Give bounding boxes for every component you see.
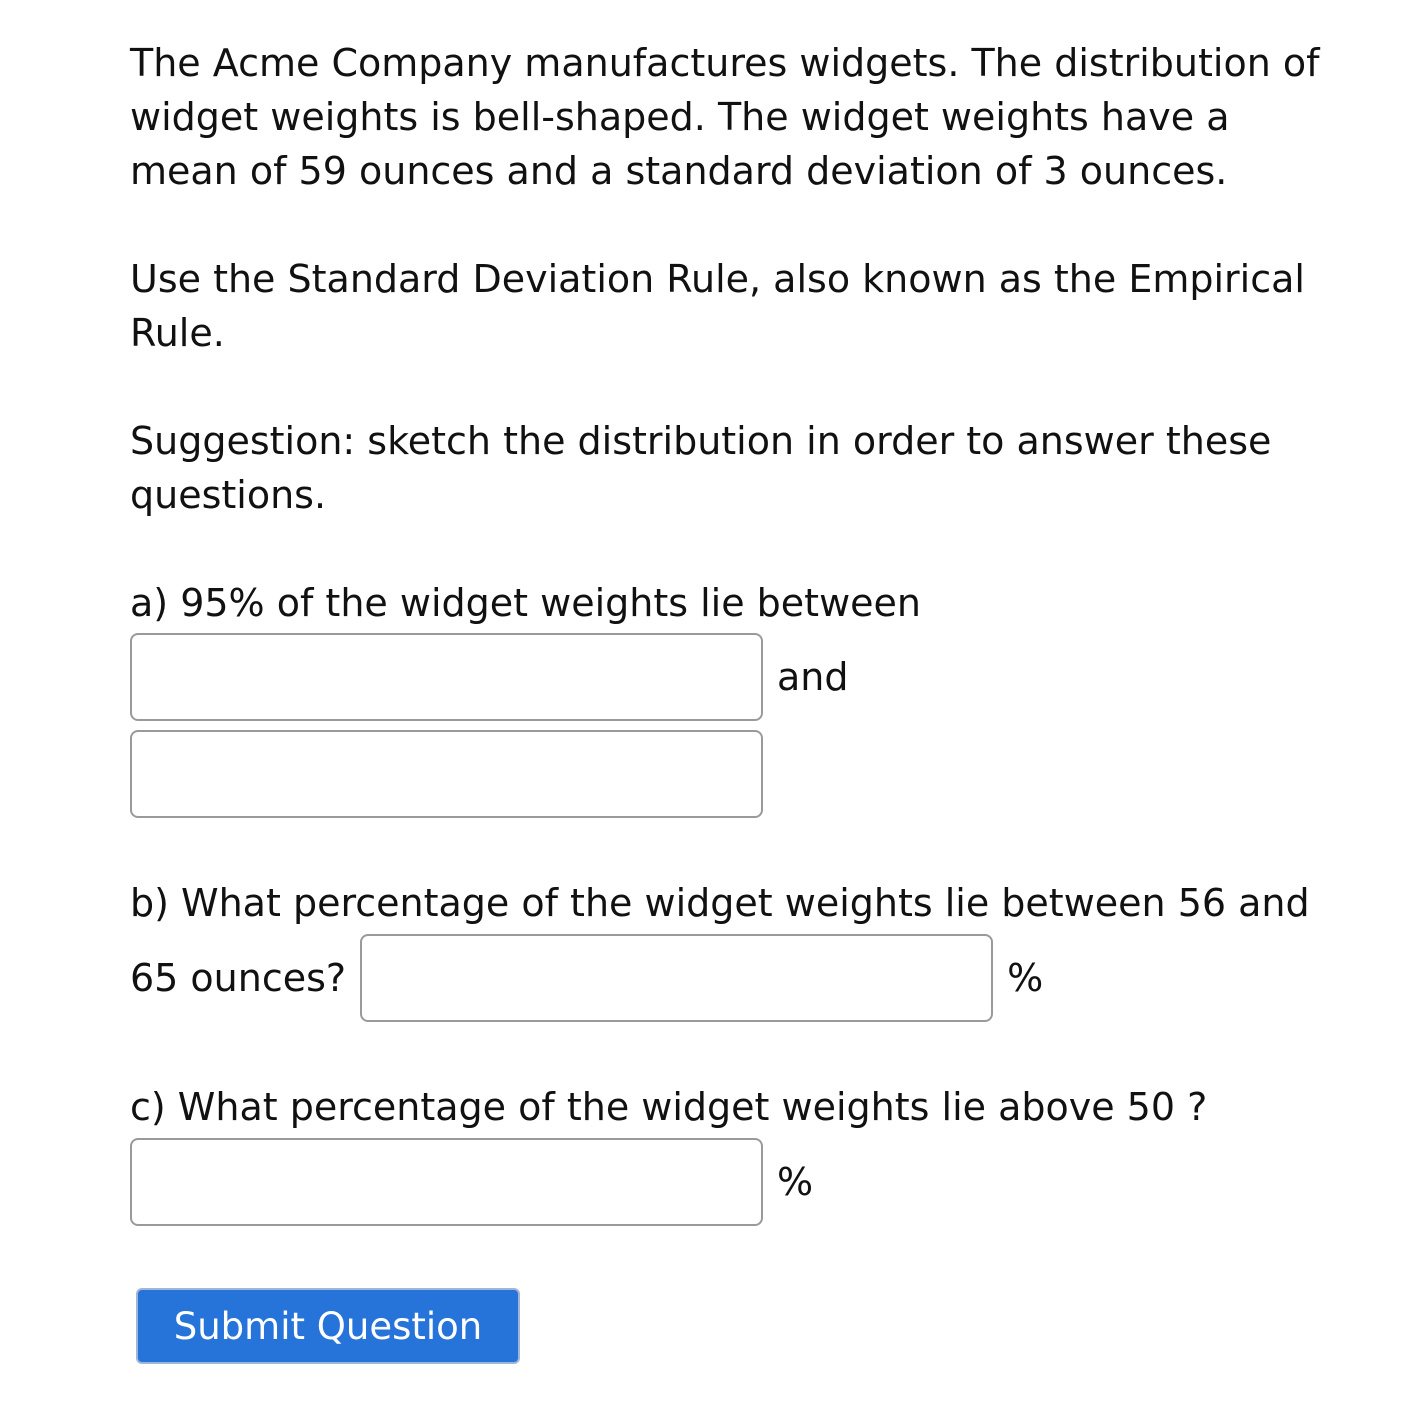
part-a-lower-input[interactable] — [130, 633, 763, 721]
part-b-row — [130, 934, 1043, 1022]
part-b-percent-sign: % — [1007, 956, 1044, 1000]
part-c-prompt: c) What percentage of the widget weights lie above 50 ? — [130, 1085, 1208, 1129]
part-a-row-1 — [130, 633, 849, 721]
part-b-percent-input[interactable] — [360, 934, 993, 1022]
part-a-upper-input[interactable] — [130, 730, 763, 818]
submit-question-button[interactable]: Submit Question — [136, 1288, 520, 1364]
part-b-prompt-cont: 65 ounces? — [130, 956, 347, 1000]
rule-paragraph: Use the Standard Deviation Rule, also known as the Empirical Rule. — [130, 257, 1305, 355]
part-a-and-label: and — [777, 655, 849, 699]
intro-paragraph: The Acme Company manufactures widgets. The distribution of widget weights is bell-shaped. The widget weights have a mean of 59 ounces and a standard deviation of 3 ounces. — [130, 41, 1320, 193]
part-c-percent-sign: % — [777, 1160, 814, 1204]
part-b-prompt: b) What percentage of the widget weights lie between 56 and — [130, 881, 1310, 925]
suggestion-paragraph: Suggestion: sketch the distribution in order to answer these questions. — [130, 419, 1272, 517]
part-a-prompt: a) 95% of the widget weights lie between — [130, 581, 922, 625]
part-c-row — [130, 1138, 813, 1226]
part-a-row-2 — [130, 730, 763, 818]
part-c-percent-input[interactable] — [130, 1138, 763, 1226]
